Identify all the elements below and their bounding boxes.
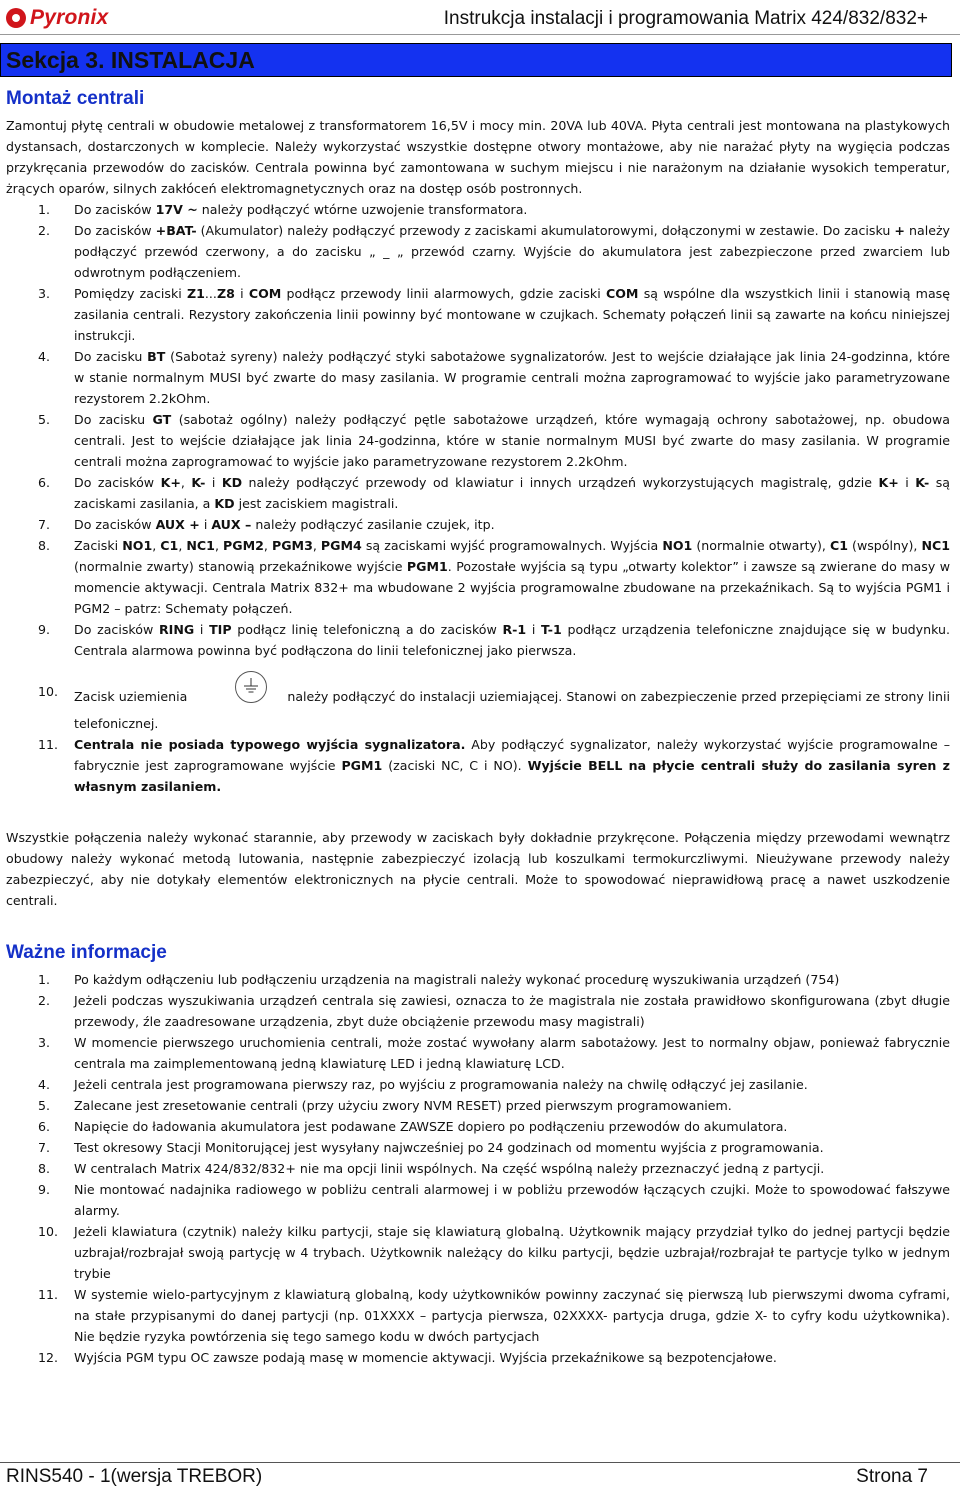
list-item-text xyxy=(74,517,495,532)
document-title: Instrukcja instalacji i programowania Matrix 424/832/832+ xyxy=(443,8,928,29)
text-run: Do zacisków xyxy=(74,622,159,637)
bold-text-run: BT xyxy=(147,349,166,364)
bold-text-run: PGM3 xyxy=(271,538,313,553)
text-run: należy podłączyć wtórne uzwojenie transformatora. xyxy=(197,202,528,217)
list-item-number: 12. xyxy=(38,1350,59,1365)
wazne-list-item xyxy=(0,1137,950,1158)
text-run: należy podłączyć przewody od klawiatur i innych urządzeń wykorzystujących magistralę, gdzie xyxy=(242,475,879,490)
pyronix-logo xyxy=(6,6,108,30)
bold-text-run: Wyjście BELL na płycie centrali służy do zasilania syren z własnym zasilaniem. xyxy=(74,758,951,794)
text-run: . Pozostałe wyjścia są typu „otwarty kolektor” i zawsze są zwierane do masy w momencie aktywacji. Centrala Matrix 832+ ma wbudowane 2 wyjścia programowalne zbudowane na przekaźnikach. Są to wyjścia PGM1 i PGM2 – patrz: Schematy połączeń. xyxy=(74,559,950,616)
montaz-list-item xyxy=(0,472,950,514)
text-run: , xyxy=(178,538,187,553)
text-run: Zaciski xyxy=(74,538,123,553)
text-run: podłącz przewody linii alarmowych, gdzie zaciski xyxy=(281,286,606,301)
wazne-list-item xyxy=(0,1074,950,1095)
wazne-list xyxy=(0,969,950,1368)
section-title-bar xyxy=(0,43,952,77)
wazne-list-item xyxy=(0,1179,950,1221)
list-item-number: 6. xyxy=(38,475,51,490)
text-run: Pomiędzy zaciski xyxy=(74,286,188,301)
text-run: i xyxy=(194,622,210,637)
text-run: (zaciski NC, C i NO). xyxy=(382,758,528,773)
text-run: Zacisk uziemienia xyxy=(74,688,188,704)
list-item-number: 10. xyxy=(38,684,59,699)
montaz-list-item xyxy=(0,346,950,409)
text-run: (sabotaż ogólny) należy podłączyć pętle sabotażowe urządzeń, które wymagają ochrony sabotażowej, np. obudowa centrali. Jest to wejście działające jak linia 24-godzinna, które w stanie normalnym MUSI być zwarte do masy zasilania. W programie centrali można zaprogramować to wyjście jako parametryzowane rezystorem 2.2kOhm. xyxy=(74,412,950,469)
list-item-text xyxy=(74,202,527,217)
list-item-text xyxy=(74,475,950,511)
text-run: , xyxy=(180,475,192,490)
text-run: Do zacisków xyxy=(74,202,156,217)
list-item-number: 5. xyxy=(38,412,51,427)
list-item-text: W centralach Matrix 424/832/832+ nie ma opcji linii wspólnych. Na część wspólną należy przeznaczyć jedną z partycji. xyxy=(74,1161,825,1176)
text-run: Do zacisku xyxy=(74,412,153,427)
page-header xyxy=(0,0,960,36)
bold-text-run: K+ xyxy=(878,475,899,490)
wazne-list-item xyxy=(0,1347,950,1368)
bold-text-run: K- xyxy=(191,475,206,490)
wazne-list-item xyxy=(0,1116,950,1137)
list-item-text: Napięcie do ładowania akumulatora jest podawane ZAWSZE dopiero po podłączeniu przewodów do akumulatora. xyxy=(74,1119,788,1134)
list-item-number: 6. xyxy=(38,1119,51,1134)
list-item-text xyxy=(74,622,950,658)
text-run: należy podłączyć zasilanie czujek, itp. xyxy=(251,517,495,532)
section-title: Sekcja 3. INSTALACJA xyxy=(6,47,255,73)
list-item-number: 1. xyxy=(38,972,51,987)
text-run: , xyxy=(152,538,161,553)
text-run: i xyxy=(205,475,222,490)
montaz-intro-text: Zamontuj płytę centrali w obudowie metalowej z transformatorem 16,5V i mocy min. 20VA lub 40VA. Płyta centrali jest montowana na plastykowych dystansach, dostarczonych w komplecie. Należy wykorzystać wszystkie dostępne otwory montażowe, aby nie narażać płyty na wygięcia podczas przykręcania przewodów do zacisków. Centrala powinna być zamontowana w suchym miejscu i nie narażonym na działanie wysokich temperatur, żrących oparów, silnych zakłóceń elektromagnetycznych oraz na dostęp osób postronnych. xyxy=(6,118,950,196)
list-item-number: 7. xyxy=(38,517,51,532)
text-run: (wspólny), xyxy=(847,538,922,553)
montaz-list-item xyxy=(0,283,950,346)
text-run: , xyxy=(263,538,272,553)
text-run: Aby podłączyć sygnalizator, należy wykorzystać wyjście programowalne – fabrycznie jest zaprogramowane wyjście xyxy=(74,737,950,773)
text-run: są zaciskami zasilania, a xyxy=(74,475,950,511)
montaz-list-item xyxy=(0,681,950,734)
bold-text-run: PGM1 xyxy=(406,559,448,574)
logo-mark-icon xyxy=(6,8,26,28)
text-run: i xyxy=(898,475,916,490)
logo-text: Pyronix xyxy=(30,6,109,29)
list-item-text: Jeżeli centrala jest programowana pierwszy raz, po wyjściu z programowania należy na chwilę odłączyć jej zasilanie. xyxy=(74,1077,808,1092)
heading-wazne: Ważne informacje xyxy=(6,942,167,963)
text-run: Do zacisków xyxy=(74,223,156,238)
bold-text-run: PGM1 xyxy=(341,758,383,773)
bold-text-run: +BAT- xyxy=(155,223,197,238)
list-item-text: Zalecane jest zresetowanie centrali (przy użyciu zwory NVM RESET) przed pierwszym programowaniem. xyxy=(74,1098,732,1113)
heading-montaz: Montaż centrali xyxy=(6,88,145,109)
text-run: są zaciskami wyjść programowalnych. Wyjścia xyxy=(361,538,663,553)
bold-text-run: COM xyxy=(248,286,282,301)
montaz-intro xyxy=(6,115,950,199)
bold-text-run: TIP xyxy=(209,622,232,637)
bold-text-run: K+ xyxy=(160,475,181,490)
list-item-number: 8. xyxy=(38,1161,51,1176)
bold-text-run: PGM4 xyxy=(320,538,362,553)
text-run: podłącz linię telefoniczną a do zacisków xyxy=(231,622,503,637)
bold-text-run: AUX + xyxy=(155,517,200,532)
list-item-text: Wyjścia PGM typu OC zawsze podają masę w momencie aktywacji. Wyjścia przekaźnikowe są bezpotencjałowe. xyxy=(74,1350,777,1365)
montaz-list-item xyxy=(0,535,950,619)
wazne-list-item xyxy=(0,969,950,990)
footer-divider xyxy=(0,1462,960,1463)
bold-text-run: PGM2 xyxy=(223,538,264,553)
bold-text-run: AUX – xyxy=(211,517,252,532)
list-item-number: 8. xyxy=(38,538,51,553)
list-item-text: Jeżeli podczas wyszukiwania urządzeń centrala się zawiesi, oznacza to że magistrala nie została prawidłowo skonfigurowana (zbyt długie przewody, źle zaadresowane urządzenia, zbyt duże obciążenie przewodu masy magistrali) xyxy=(74,993,950,1029)
montaz-list-item xyxy=(0,220,950,283)
montaz-list xyxy=(0,199,950,797)
bold-text-run: K- xyxy=(915,475,930,490)
bold-text-run: KD xyxy=(221,475,243,490)
wazne-list-item xyxy=(0,990,950,1032)
list-item-text: Jeżeli klawiatura (czytnik) należy kilku partycji, staje się klawiaturą globalną. Użytkownik mający przydział tylko do jednej partycji będzie uzbrajał/rozbrajał swoją partycję w 4 trybach. Użytkownik należący do kilku partycji, będzie uzbrajał/rozbrajał te partycje tylko w jednym trybie xyxy=(74,1224,950,1281)
text-run: podłącz urządzenia telefoniczne znajdujące się w budynku. Centrala alarmowa powinna być podłączona do linii telefonicznej jako pierwsza. xyxy=(74,622,951,658)
ground-symbol-icon xyxy=(235,671,267,703)
text-run: należy podłączyć przewód czerwony, a do zacisku „ _ „ przewód czarny. Wyjście do akumulatora jest zabezpieczone przed zwarciem lub odwrotnym podłączeniem. xyxy=(74,223,951,280)
list-item-number: 10. xyxy=(38,1224,59,1239)
list-item-text: Po każdym odłączeniu lub podłączeniu urządzenia na magistrali należy wykonać procedurę wyszukiwania urządzeń (754) xyxy=(74,972,840,987)
text-run: , xyxy=(214,538,224,553)
text-run: należy podłączyć do instalacji uziemiającej. Stanowi on zabezpieczenie przed przepięciami ze strony linii telefonicznej. xyxy=(74,688,950,731)
list-item-number: 11. xyxy=(38,737,59,752)
list-item-text xyxy=(74,223,950,280)
list-item-number: 3. xyxy=(38,1035,51,1050)
bold-text-run: GT xyxy=(152,412,172,427)
montaz-closing-text: Wszystkie połączenia należy wykonać starannie, aby przewody w zaciskach były dokładnie przykręcone. Połączenia między przewodami wewnątrz obudowy należy wykonać metodą lutowania, następnie zabezpieczyć izolacją lub koszulkami termokurczliwymi. Nieużywane przewody należy zabezpieczyć, aby nie dotykały elementów elektronicznych na płycie centrali. Może to spowodować nieprawidłową pracę a nawet uszkodzenie centrali. xyxy=(6,830,950,908)
bold-text-run: Z8 xyxy=(216,286,235,301)
bold-text-run: NC1 xyxy=(186,538,215,553)
footer-page-number: Strona 7 xyxy=(856,1466,928,1487)
bold-text-run: NO1 xyxy=(122,538,153,553)
montaz-list-item xyxy=(0,619,950,661)
list-item-text: W momencie pierwszego uruchomienia centrali, może zostać wywołany alarm sabotażowy. Jest to normalny objaw, ponieważ fabrycznie centrala ma zaimplementowaną jedną klawiaturę LED i jedną klawiaturę LCD. xyxy=(74,1035,950,1071)
bold-text-run: Centrala nie posiada typowego wyjścia sygnalizatora. xyxy=(74,737,466,752)
bold-text-run: Z1 xyxy=(187,286,205,301)
wazne-list-item xyxy=(0,1032,950,1074)
bold-text-run: R-1 xyxy=(502,622,527,637)
list-item-text xyxy=(74,689,950,732)
text-run: (Akumulator) należy podłączyć przewody z zaciskami akumulatorowymi, dołączonymi w zestawie. Do zacisku xyxy=(196,223,895,238)
text-run: (normalnie zwarty) stanowią przekaźnikowe wyjście xyxy=(74,559,407,574)
bold-text-run: NO1 xyxy=(662,538,693,553)
montaz-list-item xyxy=(0,409,950,472)
wazne-list-item xyxy=(0,1221,950,1284)
list-item-number: 7. xyxy=(38,1140,51,1155)
list-item-text: Nie montować nadajnika radiowego w pobliżu centrali alarmowej i w pobliżu przewodów łączących czujki. Może to spowodować fałszywe alarmy. xyxy=(74,1182,950,1218)
list-item-number: 11. xyxy=(38,1287,59,1302)
list-item-text xyxy=(74,286,950,343)
bold-text-run: T-1 xyxy=(541,622,562,637)
list-item-text: W systemie wielo-partycyjnym z klawiaturą globalną, kody użytkowników powinny zaczynać się pierwszą lub pierwszymi dwoma cyframi, na stałe przypisanymi do danej partycji (np. 01XXXX – partycja pierwsza, 02XXXX- partycja druga, gdzie X- to cyfry kodu użytkownika). Nie będzie ryzyka powtórzenia się tego samego kodu w dwóch partycjach xyxy=(74,1287,950,1344)
header-divider xyxy=(0,34,960,35)
list-item-text xyxy=(74,538,950,616)
bold-text-run: 17V ~ xyxy=(155,202,198,217)
text-run: są wspólne dla wszystkich linii i stanowią masę zasilania centrali. Rezystory zakończenia linii powinny być montowane w czujkach. Schematy połączeń linii są zawarte na końcu niniejszej instrukcji. xyxy=(74,286,950,343)
wazne-list-item xyxy=(0,1095,950,1116)
text-run: (Sabotaż syreny) należy podłączyć styki sabotażowe sygnalizatorów. Jest to wejście działające jak linia 24-godzinna, które w stanie normalnym MUSI być zwarte do masy zasilania. W programie centrali można zaprogramować to wyjście jako parametryzowane rezystorem 2.2kOhm. xyxy=(74,349,951,406)
bold-text-run: KD xyxy=(214,496,235,511)
bold-text-run: RING xyxy=(158,622,195,637)
list-item-number: 3. xyxy=(38,286,51,301)
bold-text-run: COM xyxy=(605,286,639,301)
text-run: jest zaciskiem magistrali. xyxy=(234,496,399,511)
bold-text-run: NC1 xyxy=(921,538,950,553)
text-run: Do zacisków xyxy=(74,517,156,532)
list-item-text xyxy=(74,737,950,794)
list-item-number: 2. xyxy=(38,223,51,238)
list-item-text xyxy=(74,412,950,469)
list-item-number: 5. xyxy=(38,1098,51,1113)
montaz-list-item xyxy=(0,514,950,535)
text-run: i xyxy=(526,622,542,637)
list-item-text xyxy=(74,349,950,406)
text-run: (normalnie otwarty), xyxy=(692,538,830,553)
list-item-number: 2. xyxy=(38,993,51,1008)
bold-text-run: C1 xyxy=(829,538,848,553)
list-item-number: 9. xyxy=(38,1182,51,1197)
montaz-list-item xyxy=(0,199,950,220)
footer-doc-code: RINS540 - 1(wersja TREBOR) xyxy=(6,1466,263,1487)
text-run: i xyxy=(199,517,212,532)
text-run: Do zacisków xyxy=(74,475,161,490)
text-run: Do zacisku xyxy=(74,349,148,364)
bold-text-run: + xyxy=(894,223,905,238)
list-item-number: 4. xyxy=(38,1077,51,1092)
wazne-list-item xyxy=(0,1158,950,1179)
bold-text-run: C1 xyxy=(160,538,179,553)
montaz-closing xyxy=(6,827,950,911)
wazne-list-item xyxy=(0,1284,950,1347)
montaz-list-item xyxy=(0,734,950,797)
list-item-number: 9. xyxy=(38,622,51,637)
text-run: i xyxy=(234,286,249,301)
text-run: , xyxy=(312,538,321,553)
list-item-number: 1. xyxy=(38,202,51,217)
list-item-number: 4. xyxy=(38,349,51,364)
text-run: ... xyxy=(204,286,217,301)
list-item-text: Test okresowy Stacji Monitorującej jest wysyłany najwcześniej po 24 godzinach od momentu wyjścia z programowania. xyxy=(74,1140,824,1155)
